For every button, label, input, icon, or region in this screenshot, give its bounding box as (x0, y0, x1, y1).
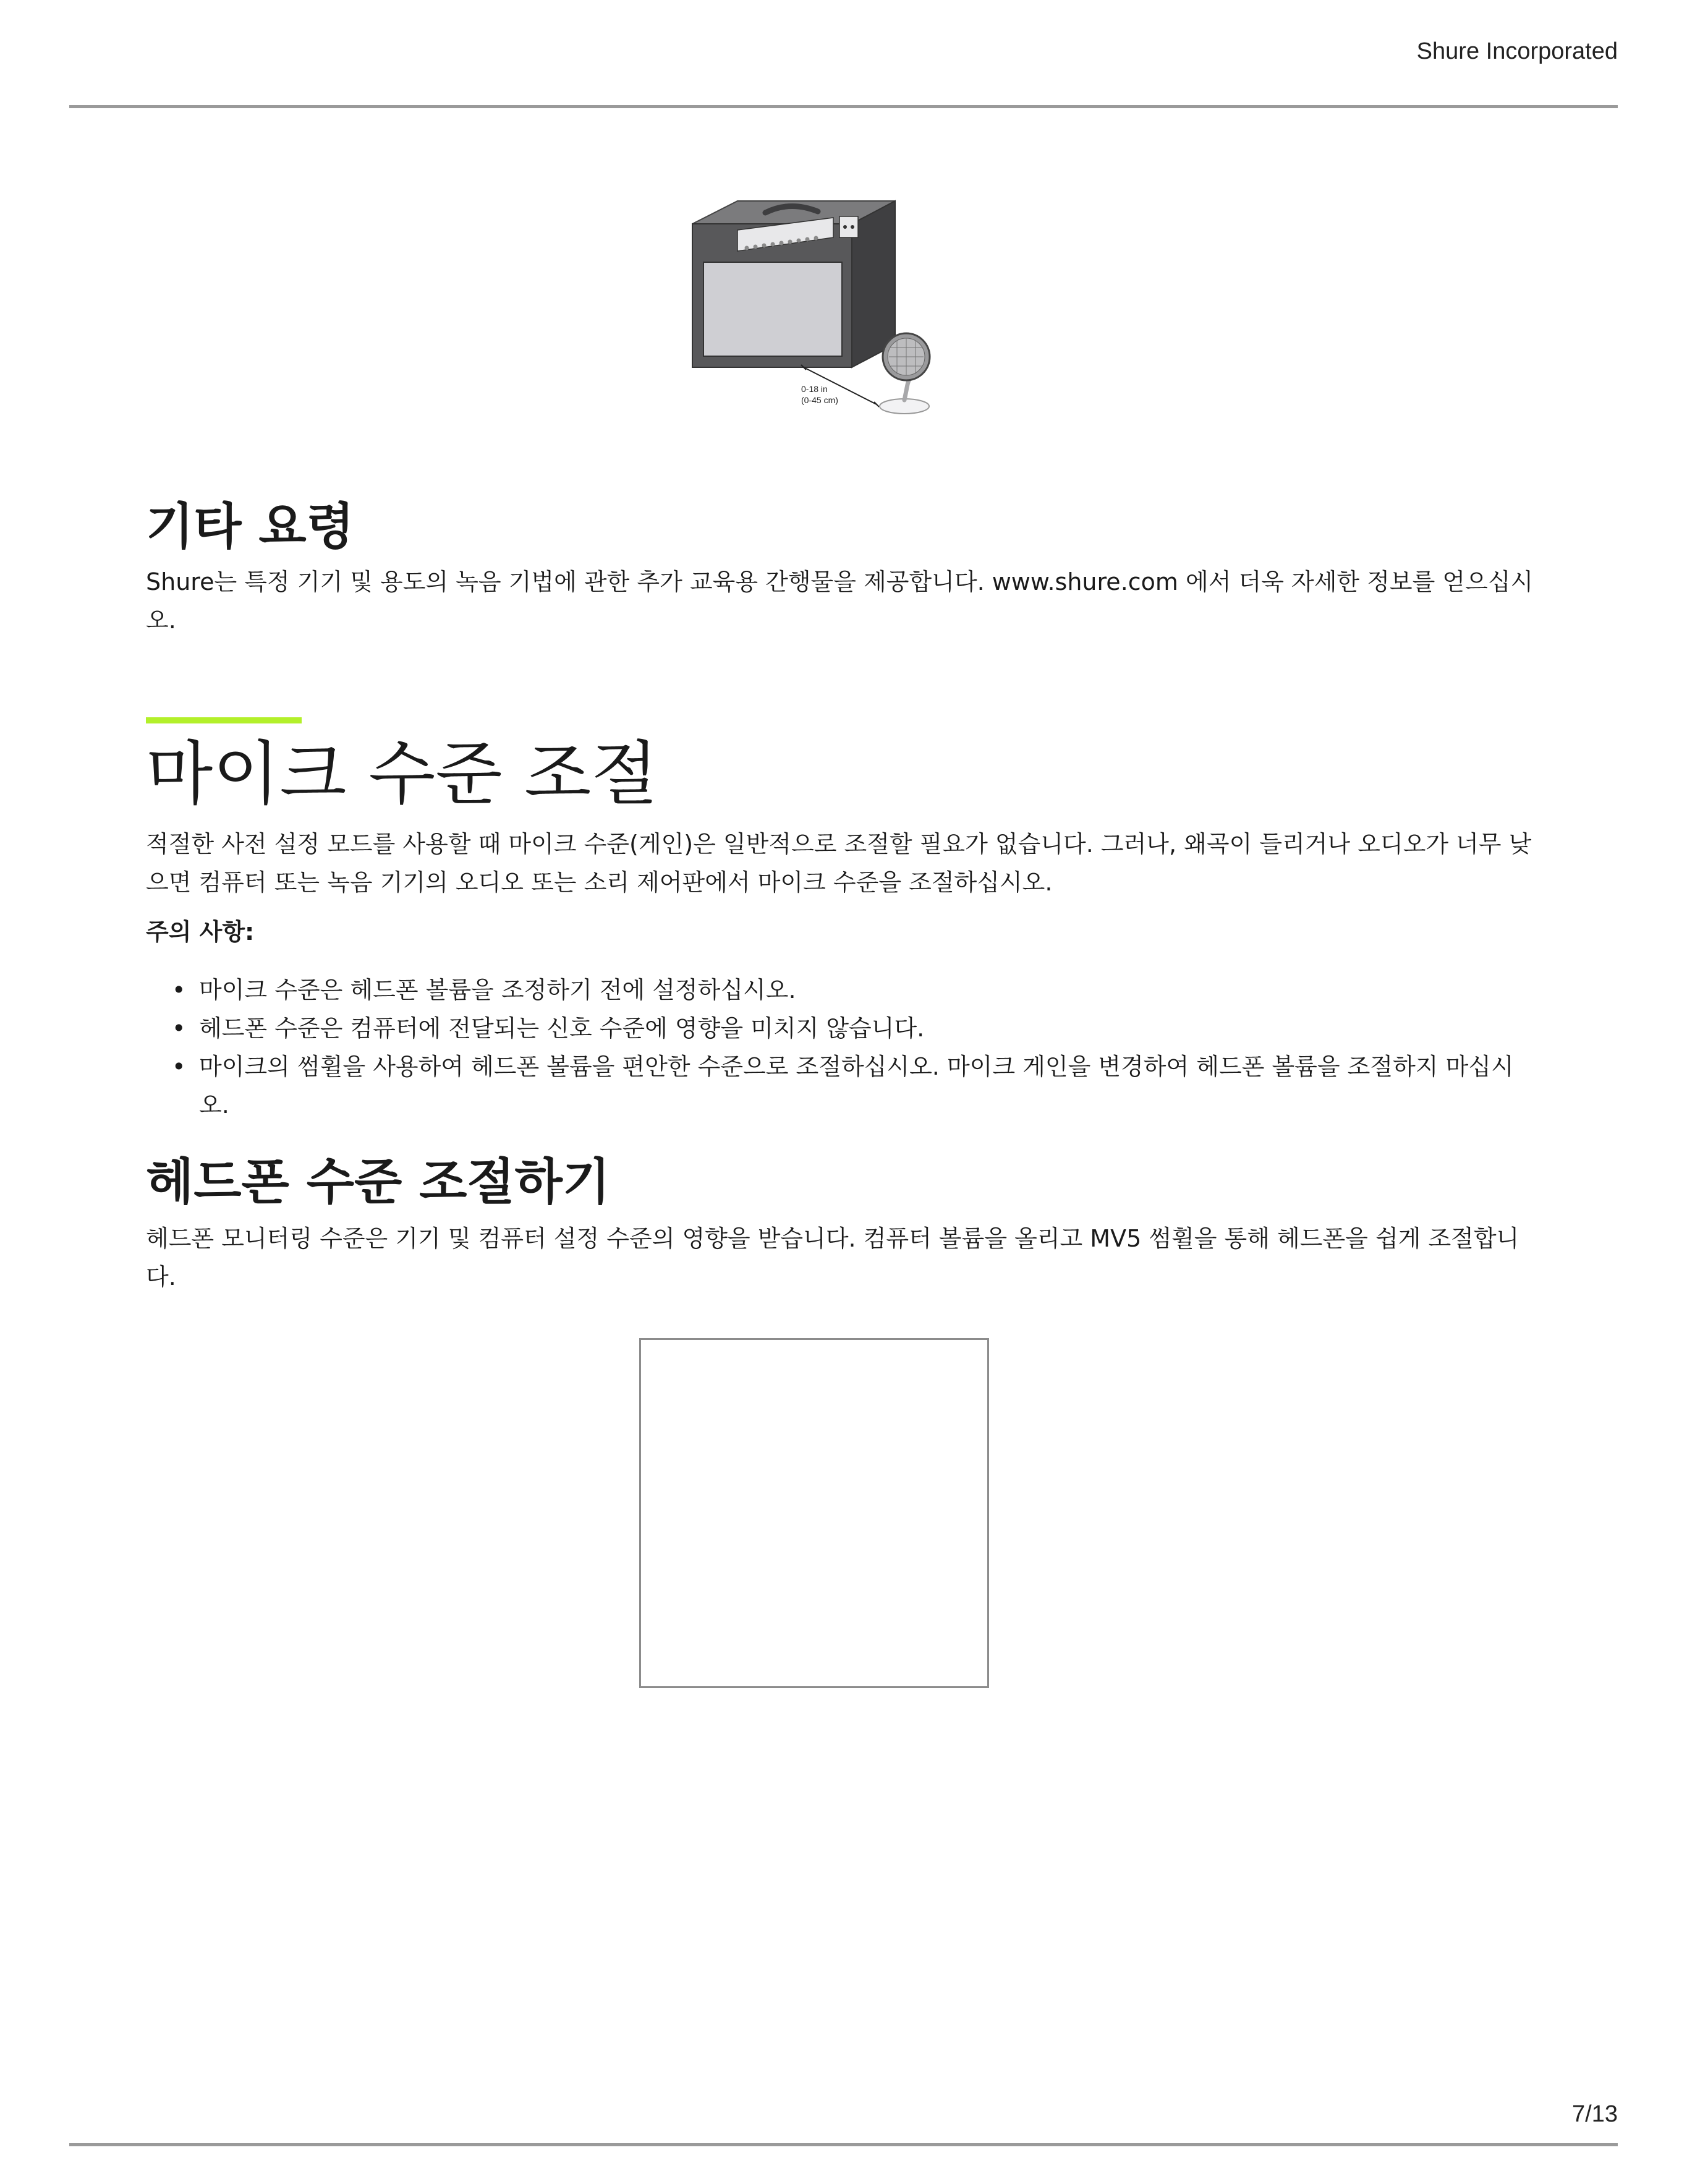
notes-list-item (146, 1009, 1543, 1047)
notes-label: 주의 사항: (146, 918, 255, 945)
section-tips-body: Shure는 특정 기기 및 용도의 녹음 기법에 관한 추가 교육용 간행물을 제공합니다. www.shure.com 에서 더욱 자세한 정보를 얻으십시오. (146, 568, 1534, 634)
notes-list-item (146, 971, 1543, 1009)
notes-list-item-text: 마이크의 썸휠을 사용하여 헤드폰 볼륨을 편안한 수준으로 조절하십시오. 마이크 게인을 변경하여 헤드폰 볼륨을 조절하지 마십시오. (199, 1053, 1514, 1119)
header-rule (69, 105, 1618, 108)
section-headphone-title: 헤드폰 수준 조절하기 (146, 1153, 611, 1211)
bullet-icon: • (172, 976, 186, 1004)
bullet-icon: • (172, 1053, 186, 1080)
notes-list (146, 971, 1543, 1124)
bullet-icon: • (172, 1015, 186, 1042)
page-number: 7/13 (1572, 2101, 1618, 2127)
notes-list-item-text: 헤드폰 수준은 컴퓨터에 전달되는 신호 수준에 영향을 미치지 않습니다. (199, 1015, 925, 1042)
dimension-label-inches: 0-18 in (801, 384, 828, 394)
headphone-figure-placeholder (639, 1338, 989, 1688)
header-company: Shure Incorporated (1416, 38, 1618, 64)
footer-rule (69, 2143, 1618, 2146)
section-headphone-body: 헤드폰 모니터링 수준은 기기 및 컴퓨터 설정 수준의 영향을 받습니다. 컴퓨터 볼륨을 올리고 MV5 썸휠을 통해 헤드폰을 쉽게 조절합니다. (146, 1225, 1519, 1290)
dimension-label-centimeters: (0-45 cm) (801, 395, 838, 405)
section-mic-level-body: 적절한 사전 설정 모드를 사용할 때 마이크 수준(게인)은 일반적으로 조절할 필요가 없습니다. 그러나, 왜곡이 들리거나 오디오가 너무 낮으면 컴퓨터 또는 녹음 기기의 오디오 또는 소리 제어판에서 마이크 수준을 조절하십시오. (146, 830, 1532, 896)
notes-list-item-text: 마이크 수준은 헤드폰 볼륨을 조정하기 전에 설정하십시오. (199, 976, 796, 1004)
section-mic-level-title: 마이크 수준 조절 (146, 734, 658, 814)
notes-list-item (146, 1047, 1543, 1124)
amplifier-microphone-illustration (691, 199, 1000, 425)
section-tips-title: 기타 요령 (146, 498, 354, 555)
section-accent-bar (146, 717, 302, 723)
